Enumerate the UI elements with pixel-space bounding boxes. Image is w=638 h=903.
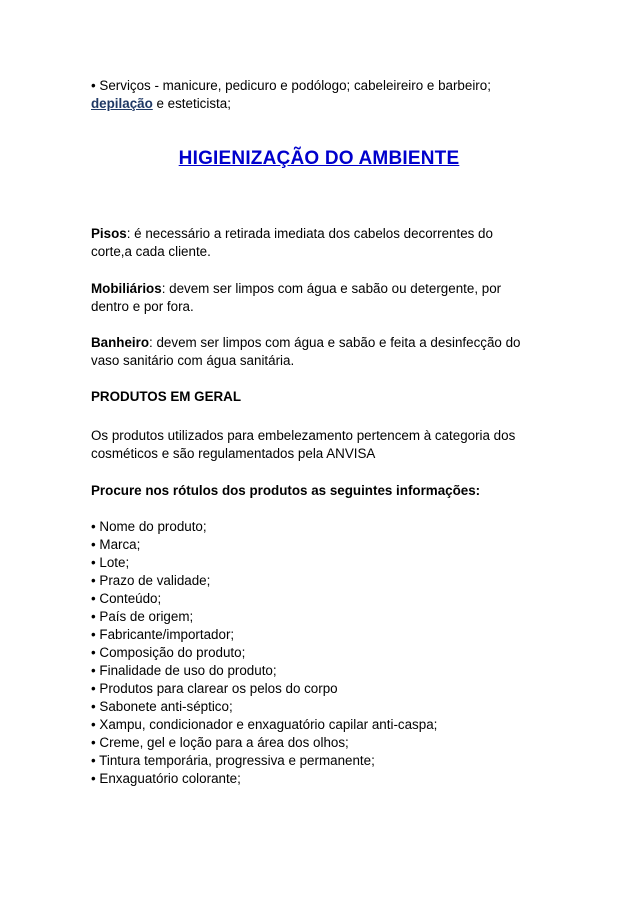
label-info-list	[91, 518, 437, 788]
banheiro-text-1: : devem ser limpos com água e sabão e feita a desinfecção do	[149, 335, 521, 350]
list-item: • Xampu, condicionador e enxaguatório capilar anti-caspa;	[91, 717, 438, 732]
mobiliarios-text-2: dentro e por fora.	[91, 299, 194, 314]
banheiro-text-2: vaso sanitário com água sanitária.	[91, 353, 295, 368]
list-item: • Marca;	[91, 537, 141, 552]
banheiro-label: Banheiro	[91, 335, 150, 350]
mobiliarios-text-1: : devem ser limpos com água e sabão ou detergente, por	[161, 281, 502, 296]
intro-line-1: • Serviços - manicure, pedicuro e podólogo; cabeleireiro e barbeiro;	[91, 78, 491, 93]
procure-heading: Procure nos rótulos dos produtos as seguintes informações:	[91, 483, 481, 498]
list-item: • Composição do produto;	[91, 645, 246, 660]
list-item: • Produtos para clarear os pelos do corpo	[91, 681, 338, 696]
list-item: • Nome do produto;	[91, 519, 207, 534]
intro-line-2	[91, 95, 561, 113]
produtos-heading: PRODUTOS EM GERAL	[91, 389, 242, 404]
list-item: • Lote;	[91, 555, 130, 570]
produtos-text-1: Os produtos utilizados para embelezamento pertencem à categoria dos	[91, 428, 516, 443]
intro-paragraph	[91, 77, 561, 113]
pisos-paragraph	[91, 225, 561, 261]
produtos-text-2: cosméticos e são regulamentados pela ANVISA	[91, 446, 376, 461]
pisos-label: Pisos	[91, 226, 127, 241]
pisos-text-2: corte,a cada cliente.	[91, 244, 211, 259]
list-item: • Finalidade de uso do produto;	[91, 663, 277, 678]
mobiliarios-label: Mobiliários	[91, 281, 162, 296]
intro-line-2-rest: e esteticista;	[152, 96, 231, 111]
banheiro-paragraph	[91, 334, 561, 370]
list-item: • Sabonete anti-séptico;	[91, 699, 233, 714]
list-item: • Tintura temporária, progressiva e permanente;	[91, 753, 375, 768]
produtos-paragraph	[91, 427, 561, 463]
list-item: • Creme, gel e loção para a área dos olhos;	[91, 735, 349, 750]
list-item: • Prazo de validade;	[91, 573, 211, 588]
list-item: • País de origem;	[91, 609, 194, 624]
section-heading-higienizacao: HIGIENIZAÇÃO DO AMBIENTE	[178, 148, 460, 169]
mobiliarios-paragraph	[91, 280, 561, 316]
list-item: • Conteúdo;	[91, 591, 162, 606]
depilacao-link[interactable]: depilação	[91, 96, 153, 111]
list-item: • Enxaguatório colorante;	[91, 771, 241, 786]
pisos-text-1: : é necessário a retirada imediata dos cabelos decorrentes do	[126, 226, 493, 241]
list-item: • Fabricante/importador;	[91, 627, 235, 642]
